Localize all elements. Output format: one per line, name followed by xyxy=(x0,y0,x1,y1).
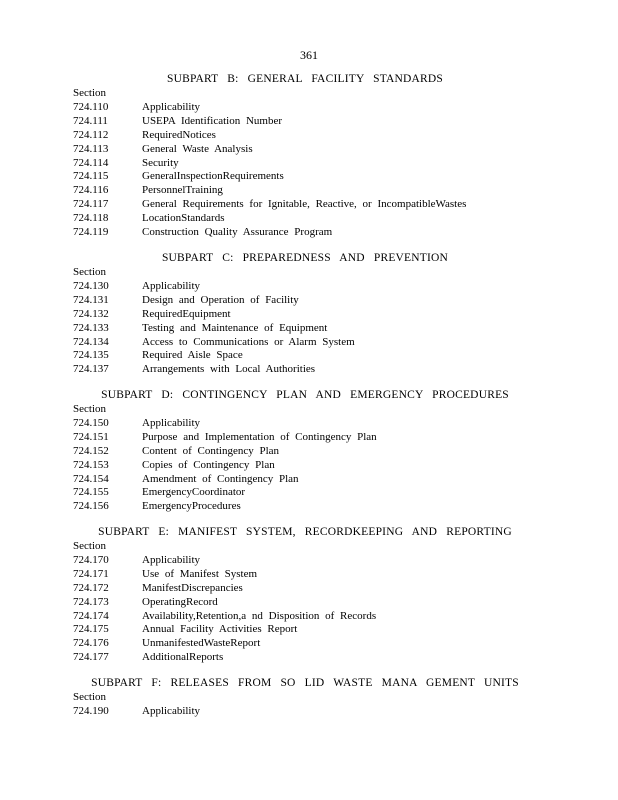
section-title: Required Aisle Space xyxy=(142,349,243,362)
section-number: 724.152 xyxy=(73,444,109,457)
section-number: 724.173 xyxy=(73,595,109,608)
section-number: 724.133 xyxy=(73,321,109,334)
section-number: 724.176 xyxy=(73,637,109,650)
section-label: Section xyxy=(73,87,106,99)
section-label: Section xyxy=(73,691,106,703)
section-number: 724.134 xyxy=(73,335,109,348)
section-title: RequiredNotices xyxy=(142,128,216,141)
section-title: Applicability xyxy=(142,553,201,566)
section-number: 724.135 xyxy=(73,349,109,362)
section-number: 724.154 xyxy=(73,472,109,485)
section-title: Amendment of Contingency Plan xyxy=(142,472,299,485)
section-title: Applicability xyxy=(142,704,201,717)
section-title: Testing and Maintenance of Equipment xyxy=(142,321,328,334)
section-title: RequiredEquipment xyxy=(142,307,231,320)
subpart-heading: SUBPART C: PREPAREDNESS AND PREVENTION xyxy=(161,252,449,264)
section-number: 724.151 xyxy=(73,430,109,443)
section-title: Applicability xyxy=(142,416,201,429)
section-title: Annual Facility Activities Report xyxy=(142,623,298,636)
section-title: OperatingRecord xyxy=(142,595,218,608)
section-number: 724.155 xyxy=(73,486,109,499)
section-number: 724.117 xyxy=(73,198,109,211)
section-title: EmergencyCoordinator xyxy=(142,486,246,499)
section-number: 724.171 xyxy=(73,567,109,580)
section-title: PersonnelTraining xyxy=(142,184,223,197)
section-title: Access to Communications or Alarm System xyxy=(142,335,355,348)
section-title: AdditionalReports xyxy=(142,651,224,664)
section-title: UnmanifestedWasteReport xyxy=(142,637,261,650)
section-number: 724.170 xyxy=(73,553,109,566)
section-number: 724.115 xyxy=(73,170,109,183)
section-title: Security xyxy=(142,156,179,169)
section-label: Section xyxy=(73,403,106,415)
section-number: 724.119 xyxy=(73,226,109,238)
section-number: 724.116 xyxy=(73,184,109,197)
section-title: Applicability xyxy=(142,100,201,113)
section-title: Purpose and Implementation of Contingency Plan xyxy=(142,430,377,443)
page-number: 361 xyxy=(300,48,318,62)
subpart-heading: SUBPART E: MANIFEST SYSTEM, RECORDKEEPING AND REPORTING xyxy=(98,526,512,538)
section-number: 724.156 xyxy=(73,500,109,513)
section-title: Use of Manifest System xyxy=(142,567,258,580)
section-number: 724.111 xyxy=(73,114,108,127)
section-title: GeneralInspectionRequirements xyxy=(142,170,284,183)
section-number: 724.177 xyxy=(73,651,109,664)
section-label: Section xyxy=(73,540,106,552)
section-title: Arrangements with Local Authorities xyxy=(142,363,316,376)
section-number: 724.172 xyxy=(73,581,109,594)
section-title: ManifestDiscrepancies xyxy=(142,581,243,594)
section-number: 724.153 xyxy=(73,458,109,471)
subpart-heading: SUBPART D: CONTINGENCY PLAN AND EMERGENCY PROCEDURES xyxy=(101,389,509,401)
section-title: General Requirements for Ignitable, Reactive, or IncompatibleWastes xyxy=(142,198,467,211)
section-number: 724.114 xyxy=(73,156,109,169)
subpart-heading: SUBPART F: RELEASES FROM SO LID WASTE MANA GEMENT UNITS xyxy=(91,677,519,689)
section-title: LocationStandards xyxy=(142,212,225,225)
subpart-heading: SUBPART B: GENERAL FACILITY STANDARDS xyxy=(166,73,443,85)
section-number: 724.131 xyxy=(73,293,109,306)
section-title: Applicability xyxy=(142,279,201,292)
section-number: 724.112 xyxy=(73,128,109,141)
section-number: 724.113 xyxy=(73,142,109,155)
section-number: 724.175 xyxy=(73,623,109,636)
section-title: Content of Contingency Plan xyxy=(142,444,280,457)
section-number: 724.137 xyxy=(73,363,109,376)
section-number: 724.110 xyxy=(73,100,109,113)
section-number: 724.174 xyxy=(73,609,109,622)
section-title: Availability,Retention,a nd Disposition of Records xyxy=(142,609,377,622)
section-title: USEPA Identification Number xyxy=(142,114,283,127)
section-number: 724.150 xyxy=(73,416,109,429)
section-label: Section xyxy=(73,266,106,278)
section-title: Construction Quality Assurance Program xyxy=(142,226,333,238)
section-number: 724.130 xyxy=(73,279,109,292)
section-title: EmergencyProcedures xyxy=(142,500,241,513)
section-number: 724.118 xyxy=(73,212,109,225)
section-title: Design and Operation of Facility xyxy=(142,293,299,306)
section-title: Copies of Contingency Plan xyxy=(142,458,275,471)
section-title: General Waste Analysis xyxy=(142,142,253,155)
section-number: 724.132 xyxy=(73,307,109,320)
section-number: 724.190 xyxy=(73,704,109,717)
